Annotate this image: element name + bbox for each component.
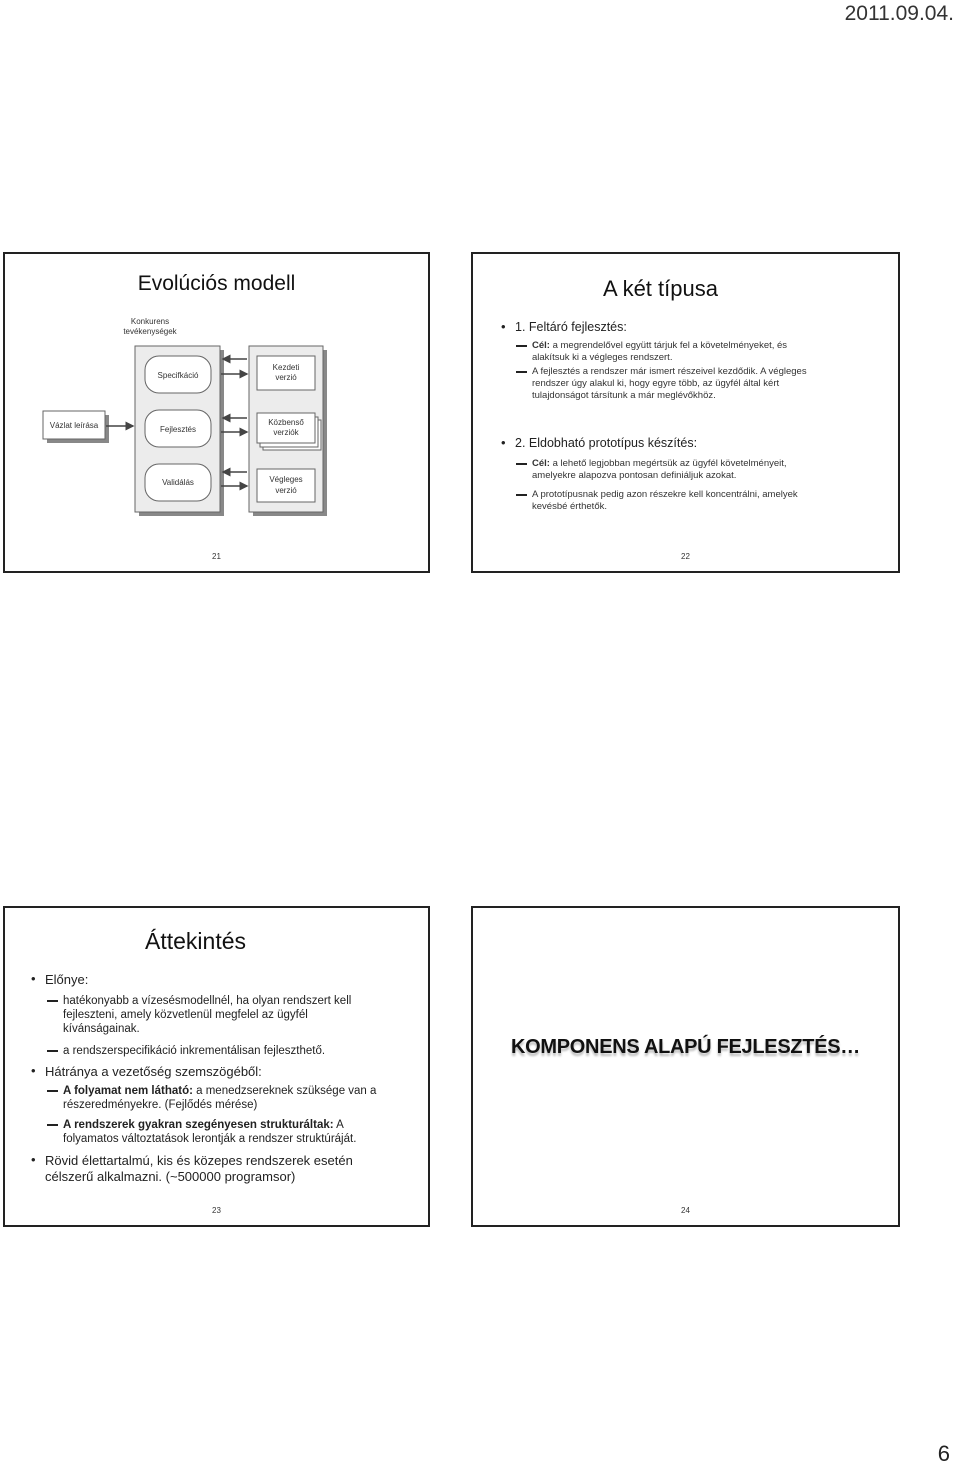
page-number: 6	[937, 1441, 950, 1466]
bullet-text: Hátránya a vezetőség szemszögéből:	[45, 1064, 262, 1079]
dash-icon	[47, 1000, 58, 1002]
valid-label: Validálás	[162, 478, 194, 487]
concurrent-label-2: tevékenységek	[123, 327, 177, 336]
slide-21	[3, 252, 430, 573]
sub-text: a rendszerspecifikáció inkrementálisan fejleszthető.	[63, 1045, 326, 1057]
sub-text: a megrendelővel együtt tárjuk fel a követelményeket, és	[552, 340, 788, 351]
dev-label: Fejlesztés	[159, 425, 197, 434]
slide-title: A két típusa	[603, 276, 718, 301]
section-heading: KOMPONENS ALAPÚ FEJLESZTÉS…	[511, 1036, 860, 1058]
dash-icon	[516, 463, 527, 465]
sub-item	[532, 489, 892, 513]
evolution-diagram	[5, 254, 432, 575]
dash-icon	[516, 371, 527, 373]
sub-item	[63, 994, 423, 1036]
slide-title: Áttekintés	[145, 928, 246, 954]
bullet-text: célszerű alkalmazni. (~500000 programsor)	[45, 1169, 296, 1184]
sub-text: a menedzsereknek szüksége van a	[196, 1085, 377, 1097]
spec-label: Specifkáció	[157, 371, 199, 380]
sub-text: rendszer úgy alakul ki, hogy egyre több, az ügyfél által kért	[532, 378, 780, 389]
slide-23	[3, 906, 430, 1227]
sub-item	[532, 366, 892, 402]
bold-label: Cél:	[532, 340, 550, 351]
sub-text: kívánságainak.	[63, 1023, 140, 1035]
slide-number: 24	[681, 1206, 690, 1215]
concurrent-label-1: Konkurens	[130, 317, 170, 326]
slide-number: 21	[212, 552, 221, 561]
bullet-item	[501, 319, 627, 334]
bold-label: A rendszerek gyakran szegényesen strukturáltak:	[63, 1119, 334, 1131]
slide-title: Evolúciós modell	[137, 272, 296, 295]
bullet-text: 1. Feltáró fejlesztés:	[515, 320, 627, 334]
bullet-item	[31, 1063, 262, 1080]
bold-label: A folyamat nem látható:	[63, 1085, 193, 1097]
final-version-label-2: verzió	[275, 486, 297, 495]
sub-text: kevésbé érthetők.	[532, 501, 607, 512]
sub-text: A végleges	[760, 366, 807, 377]
sub-text: hatékonyabb a vízesésmodellnél, ha olyan rendszert kell	[63, 995, 352, 1007]
header-date: 2011.09.04.	[844, 2, 954, 25]
sub-text: fejleszteni, amely közvetlenül megfelel az ügyfél	[63, 1009, 308, 1021]
dash-icon	[47, 1124, 58, 1126]
bullet-icon: •	[31, 971, 36, 986]
sub-text: A fejlesztés a rendszer már ismert részeivel kezdődik.	[532, 366, 758, 377]
bullet-text: Rövid élettartalmú, kis és közepes rendszerek esetén	[45, 1153, 353, 1168]
bullet-item	[31, 971, 89, 988]
sub-item	[532, 458, 892, 482]
sub-text: amelyekre alapozva pontosan definiáljuk azokat.	[532, 470, 737, 481]
bullet-icon: •	[501, 319, 506, 334]
bullet-icon: •	[31, 1063, 36, 1078]
bullet-text: 2. Eldobható prototípus készítés:	[515, 436, 698, 450]
sub-text: A	[336, 1119, 344, 1131]
dash-icon	[47, 1050, 58, 1052]
dash-icon	[516, 494, 527, 496]
sub-text: folyamatos változtatások lerontják a rendszer struktúráját.	[63, 1133, 357, 1145]
sub-item	[63, 1118, 423, 1146]
sub-item	[532, 340, 892, 364]
sub-text: alakítsuk ki a végleges rendszert.	[532, 352, 673, 363]
bullet-icon: •	[501, 435, 506, 450]
bullet-item	[501, 435, 698, 450]
bullet-text: Előnye:	[45, 972, 89, 987]
slide-24	[471, 906, 900, 1227]
final-version-label-1: Végleges	[269, 475, 303, 484]
bullet-icon: •	[31, 1152, 36, 1167]
bullet-item	[31, 1152, 415, 1185]
dash-icon	[516, 345, 527, 347]
sub-item	[63, 1044, 423, 1058]
slide-22	[471, 252, 900, 573]
sub-text: tulajdonságot társítunk a már meglévőkhöz.	[532, 390, 716, 401]
sub-item	[63, 1084, 423, 1112]
sub-text: A prototípusnak pedig azon részekre kell koncentrálni, amelyek	[532, 489, 798, 500]
inter-version-label-2: verziók	[273, 428, 299, 437]
sub-text: a lehető legjobban megértsük az ügyfél követelményeit,	[552, 458, 787, 469]
sub-text: részeredményekre. (Fejlődés mérése)	[63, 1099, 258, 1111]
dash-icon	[47, 1090, 58, 1092]
bold-label: Cél:	[532, 458, 550, 469]
slide-number: 22	[681, 552, 690, 561]
slide-number: 23	[212, 1206, 221, 1215]
outline-label: Vázlat leírása	[49, 421, 99, 430]
initial-version-label-1: Kezdeti	[272, 363, 300, 372]
inter-version-label-1: Közbenső	[268, 418, 304, 427]
initial-version-label-2: verzió	[275, 373, 297, 382]
